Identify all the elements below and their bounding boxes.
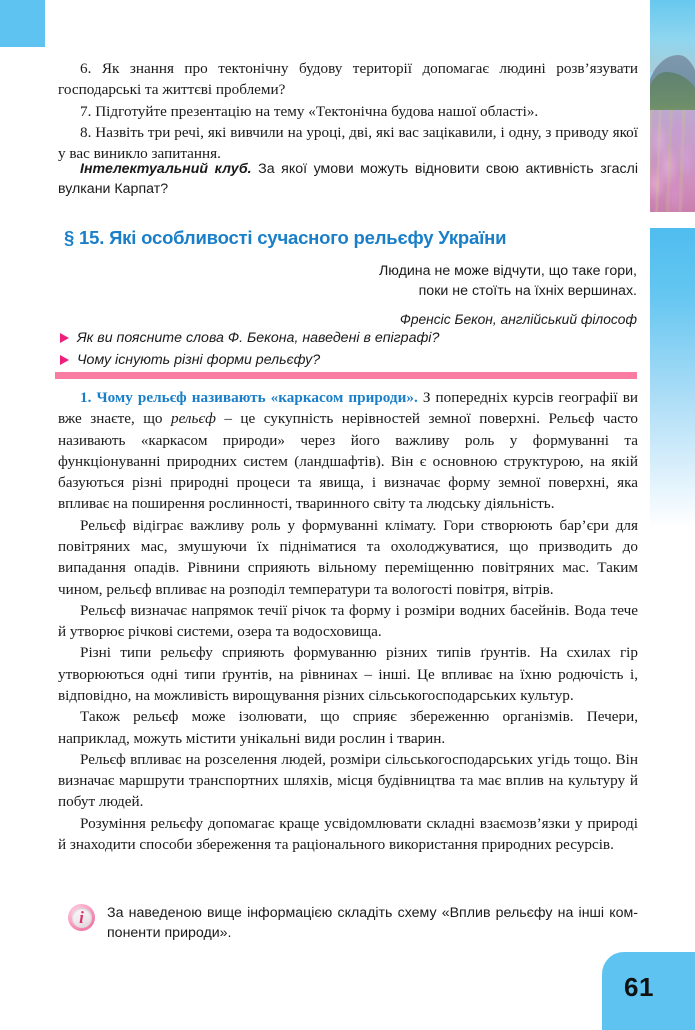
exercise-list [58,58,638,164]
lead-question-row [60,350,620,370]
paragraph-3: Рельєф визначає напрямок течії річок та форму і розміри водних басейнів. Вода тече й утворює річкові системи, озера та водосховища. [58,601,638,641]
body-copy [58,387,638,855]
paragraph-7: Розуміння рельєфу допомагає краще усвідомлювати складні взаємозв’язки у природі й знаходити способи збереження та раціонального використання природних ресурсів. [58,814,638,853]
intellectual-club-label: Інтелектуальний клуб. [80,161,252,177]
epigraph-line-2: поки не стоїть на їхніх вершинах. [418,283,637,300]
exercise-8-text: 8. Назвіть три речі, які вивчили на уроці, дві, які вас зацікавили, і одну, з приводу якої у вас виникло запитання. [58,123,638,163]
decorative-photo-strip [650,0,695,212]
info-icon-letter: i [79,907,84,927]
arrow-right-icon [60,355,69,365]
intellectual-club-block [58,160,638,200]
lead-question-row [60,328,620,348]
subsection-heading: 1. Чому рельєф називають «каркасом природи». [80,389,418,406]
exercise-item-8 [58,122,638,165]
page-content-column [58,0,638,1030]
corner-decoration-block [0,0,45,47]
paragraph-1 [58,387,638,515]
paragraph-1-part-b: – це сукупність нерівностей земної поверхні. Рельєф часто називають «каркасом природи» через його важливу роль у формуванні та функціонуванні природних систем (ландшафтів). Він є основною структурою, на якій базуються різні природні процеси та явища, і визначає форму земної поверхні, яка впливає на поширення рослинності, тваринного світу та людську діяльність. [58,410,638,513]
epigraph [217,261,637,330]
lead-question-1-text: Як ви поясните слова Ф. Бекона, наведені в епіграфі? [77,330,440,346]
info-note [68,903,638,944]
paragraph-5: Також рельєф може ізолювати, що сприяє збереженню організмів. Печери, наприклад, можуть містити унікальні види рослин і тварин. [58,708,638,747]
lead-question-2-text: Чому існують різні форми рельєфу? [77,352,321,369]
paragraph-2: Рельєф відіграє важливу роль у формуванні клімату. Гори створюють бар’єри для повітряних мас, змушуючи їх підніматися та охолоджуватися, що призводить до випадання опадів. Рівнини сприяють вільному переміщенню повітряних мас. Таким чином, рельєф впливає на розподіл температури та вологості повітря, вітрів. [58,516,638,598]
lead-question-list [60,328,620,372]
term-relief: рельєф [170,410,216,428]
section-heading: § 15. Які особливості сучасного рельєфу України [64,227,507,248]
epigraph-attribution: Френсіс Бекон, англійський філософ [399,312,637,328]
epigraph-line-1: Людина не може відчути, що таке гори, [378,263,637,279]
paragraph-6: Рельєф впливає на розселення людей, розміри сільськогосподарських угідь тощо. Він визначає маршрути транспортних шляхів, місця будівництва та має вплив на культуру й побут людей. [58,750,638,811]
page-number: 61 [624,972,654,1002]
intellectual-club-text: За якої умови можуть відновити свою активність згаслі вулкани Карпат? [58,161,638,197]
side-accent-bar [650,228,695,528]
info-note-text: За наведеною вище інформацією складіть схему «Вплив рельєфу на інші компоненти природи». [107,905,638,941]
arrow-right-icon [60,333,69,343]
pink-divider-rule [55,372,637,379]
info-icon [68,904,95,931]
paragraph-4: Різні типи рельєфу сприяють формуванню різних типів ґрунтів. На схилах гір утворюються одні типи ґрунтів, на рівнинах – інші. Це впливає на їхню родючість і, відповідно, на можливість вирощування різних сільськогосподарських культур. [58,644,638,704]
exercise-6-text: 6. Як знання про тектонічну будову території допомагає людині розв’язувати господарські та життєві проблеми? [58,60,638,99]
photo-grass-texture [650,110,695,212]
exercise-item-6 [58,58,638,101]
paragraph-1-part-a: З попередніх курсів географії ви вже знаєте, що [58,389,638,428]
exercise-7-text: 7. Підготуйте презентацію на тему «Тектонічна будова нашої області». [80,102,539,120]
exercise-item-7 [58,101,638,122]
